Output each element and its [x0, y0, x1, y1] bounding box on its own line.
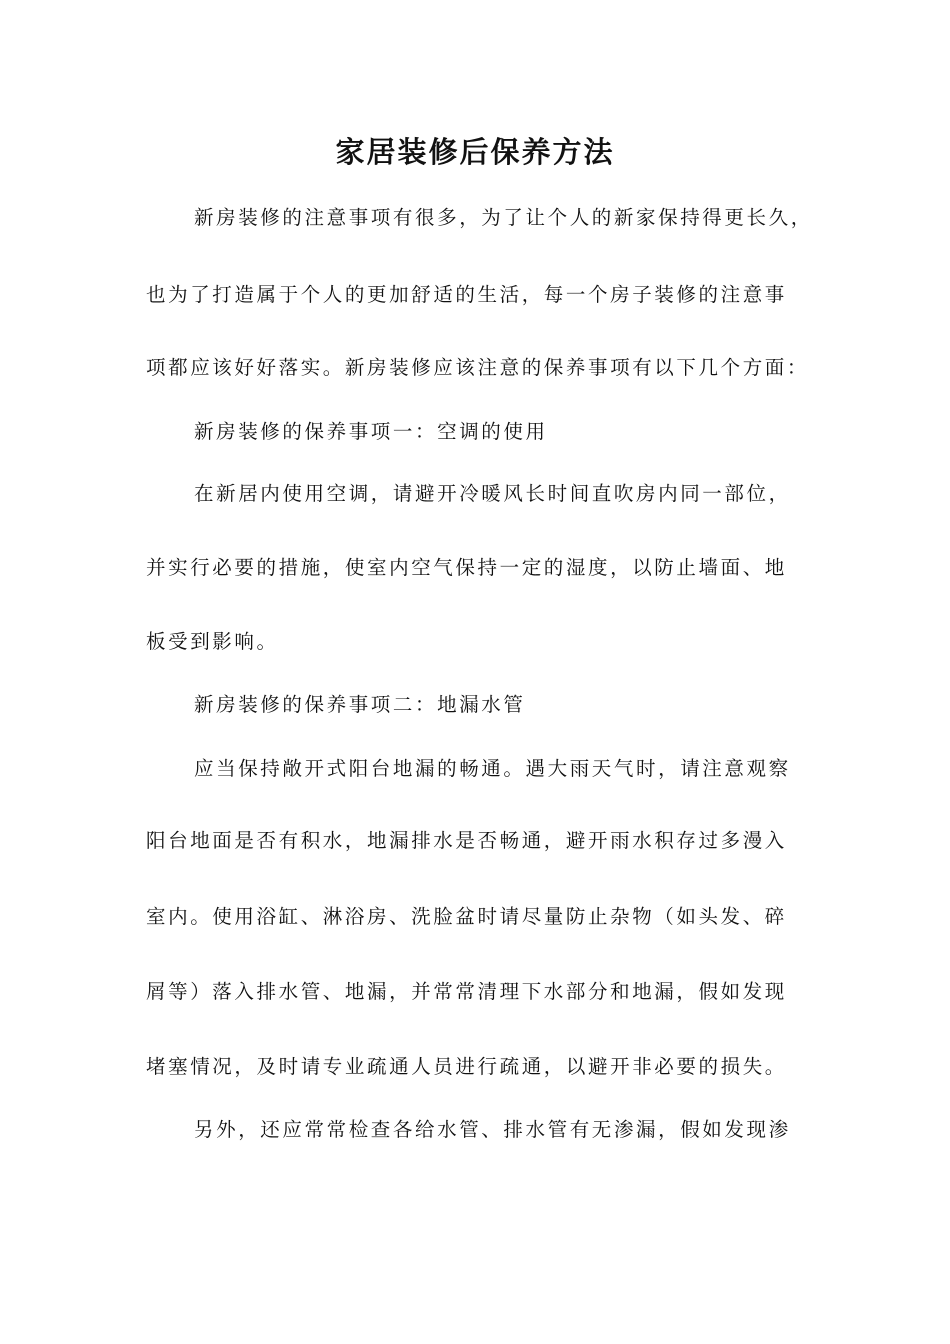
paragraph-line: 项都应该好好落实。新房装修应该注意的保养事项有以下几个方面：	[146, 356, 810, 379]
paragraph-line: 在新居内使用空调，请避开冷暖风长时间直吹房内同一部位，	[194, 482, 791, 505]
paragraph-line: 阳台地面是否有积水，地漏排水是否畅通，避开雨水积存过多漫入	[146, 829, 787, 852]
paragraph-line: 并实行必要的措施，使室内空气保持一定的湿度，以防止墙面、地	[146, 556, 787, 579]
paragraph-line: 板受到影响。	[146, 630, 279, 653]
paragraph-line: 应当保持敞开式阳台地漏的畅通。遇大雨天气时，请注意观察	[194, 757, 791, 780]
section-heading: 新房装修的保养事项二：地漏水管	[194, 693, 526, 716]
section-heading: 新房装修的保养事项一：空调的使用	[194, 420, 548, 443]
paragraph-line: 屑等）落入排水管、地漏，并常常清理下水部分和地漏，假如发现	[146, 980, 787, 1003]
paragraph-line: 堵塞情况，及时请专业疏通人员进行疏通，以避开非必要的损失。	[146, 1055, 787, 1078]
paragraph-line: 新房装修的注意事项有很多，为了让个人的新家保持得更长久，	[194, 206, 813, 229]
paragraph-line: 另外，还应常常检查各给水管、排水管有无渗漏，假如发现渗	[194, 1118, 791, 1141]
document-title: 家居装修后保养方法	[335, 135, 615, 169]
paragraph-line: 也为了打造属于个人的更加舒适的生活，每一个房子装修的注意事	[146, 283, 787, 306]
paragraph-line: 室内。使用浴缸、淋浴房、洗脸盆时请尽量防止杂物（如头发、碎	[146, 905, 787, 928]
